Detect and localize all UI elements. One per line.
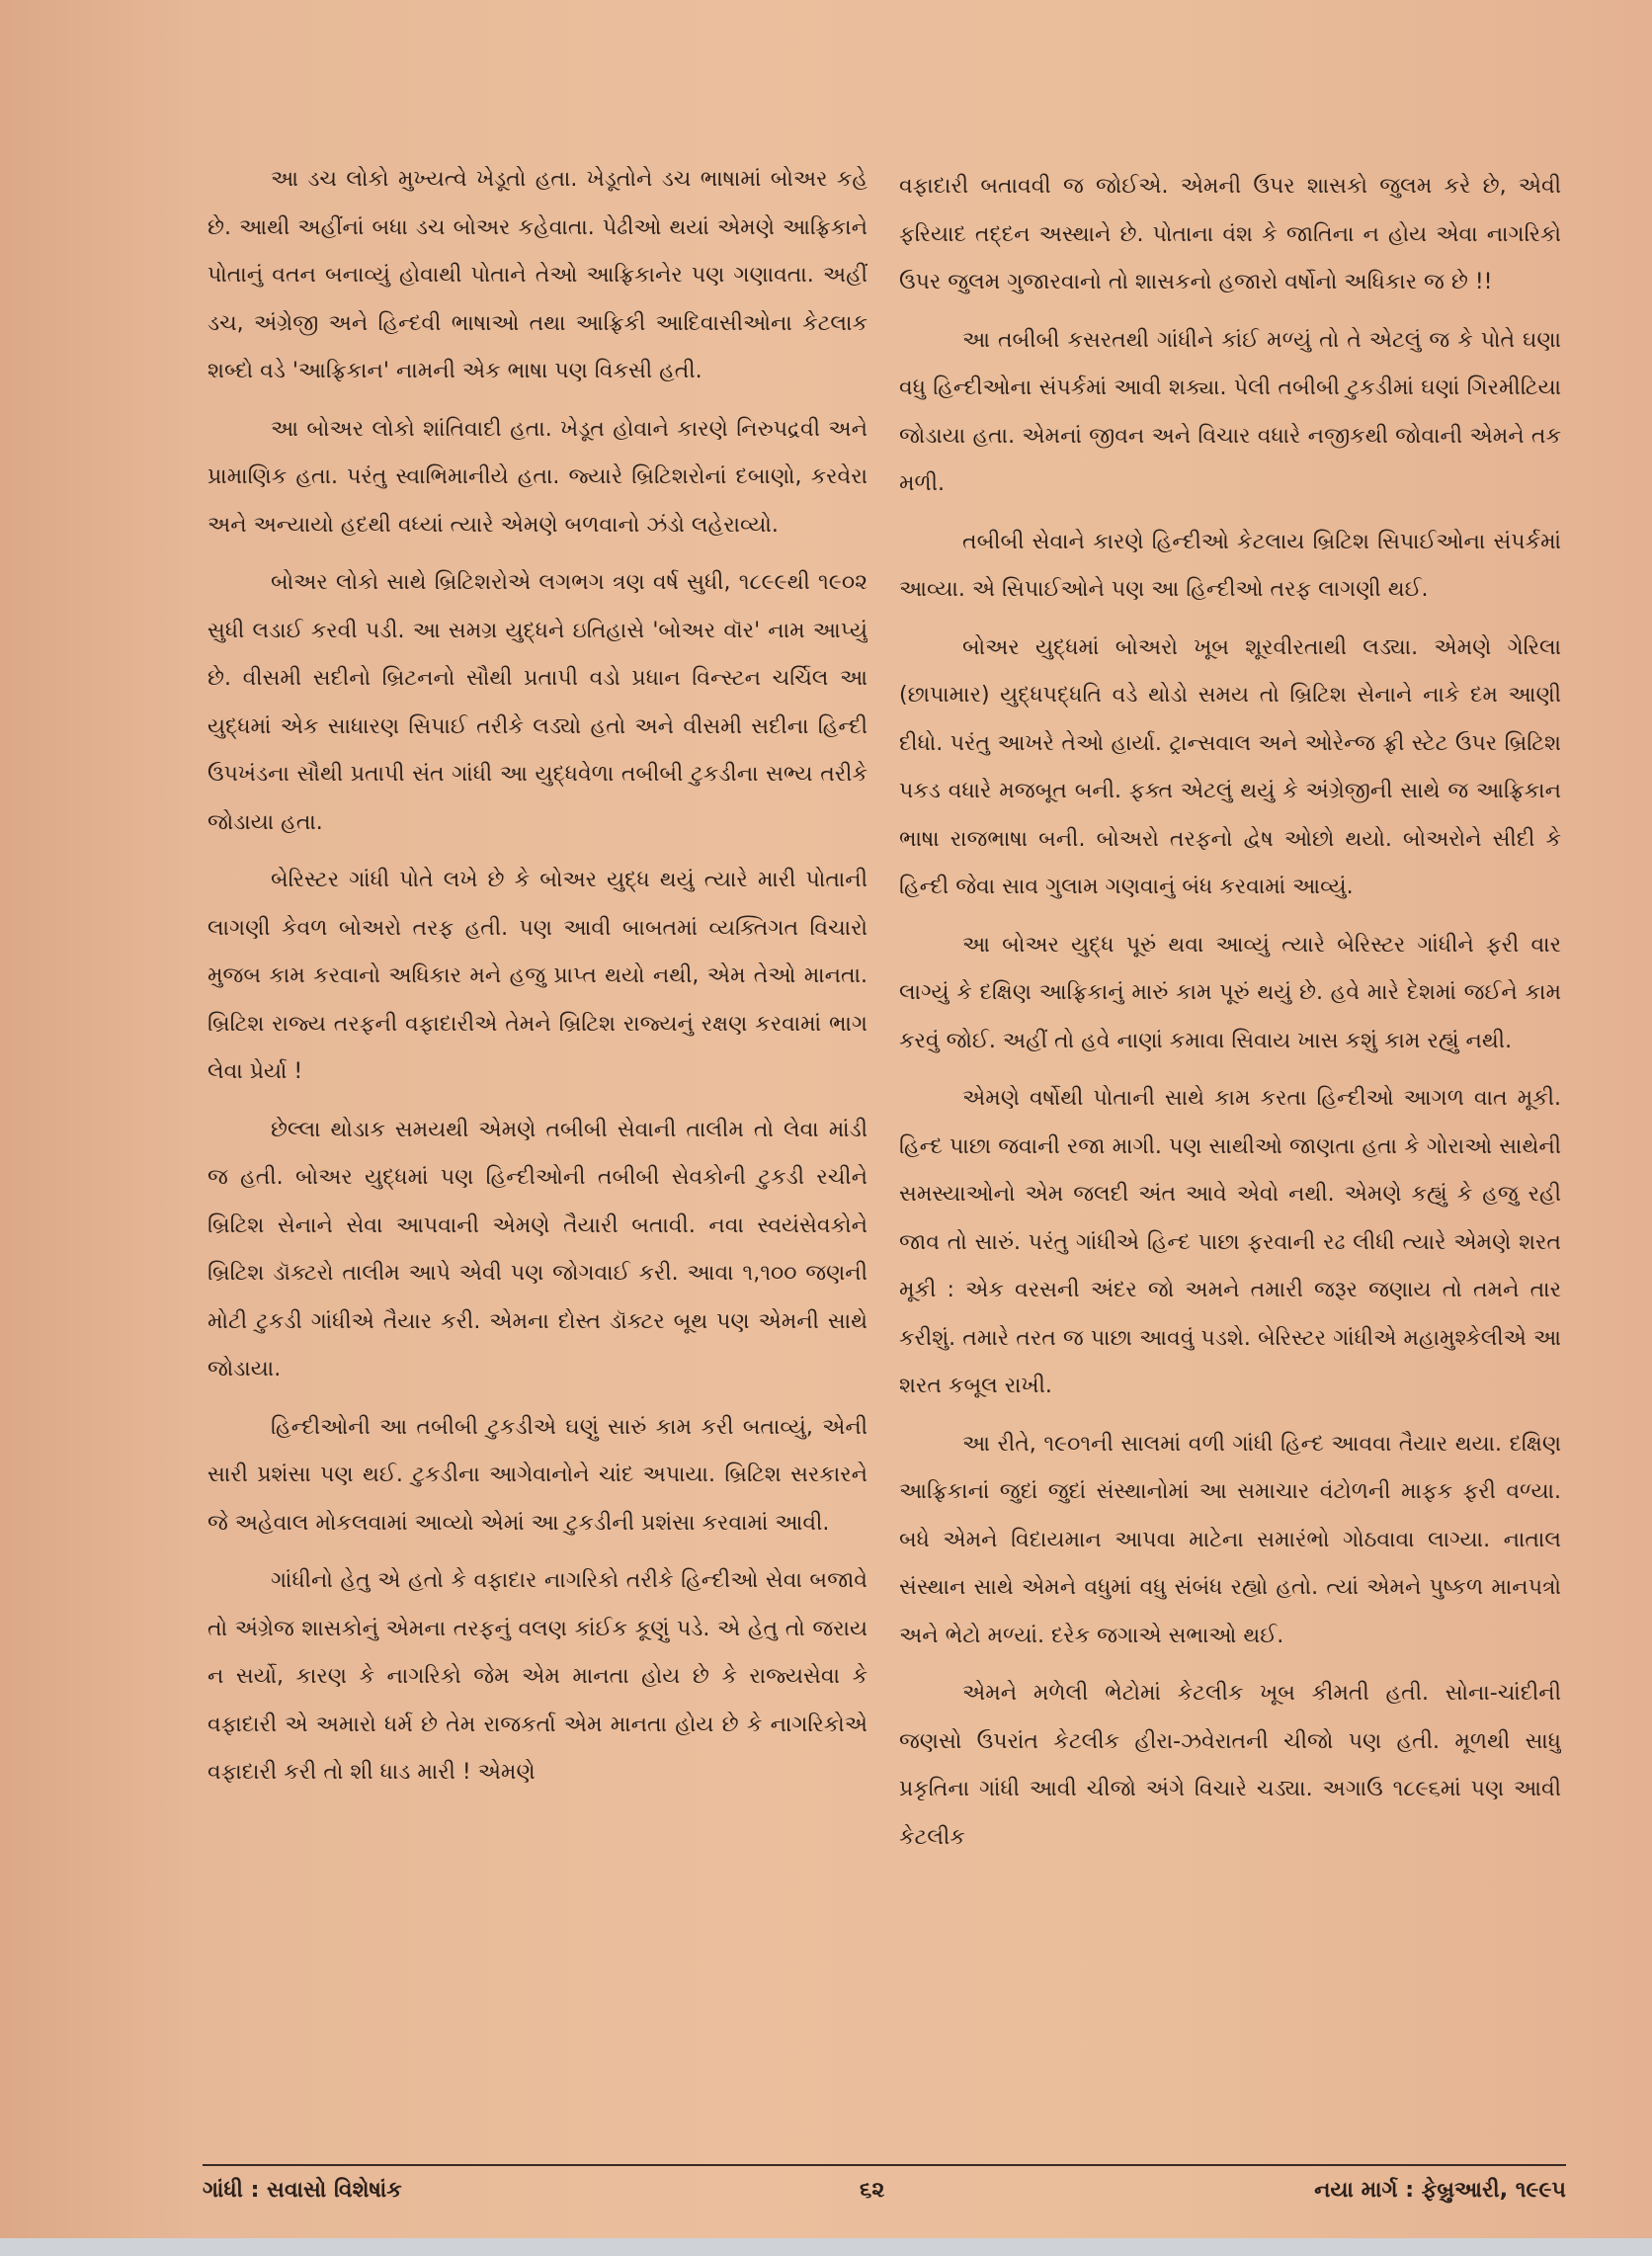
scan-edge xyxy=(0,2238,1652,2256)
paragraph: વફાદારી બતાવવી જ જોઈએ. એમની ઉપર શાસકો જુલમ કરે છે, એવી ફરિયાદ તદ્દન અસ્થાને છે. પોતાના વંશ કે જાતિના ન હોય એવા નાગરિકો ઉપર જુલમ ગુજારવાનો તો શાસકનો હજારો વર્ષોનો અધિકાર જ છે !! xyxy=(899,174,1561,294)
paragraph: ગાંધીનો હેતુ એ હતો કે વફાદાર નાગરિકો તરીકે હિન્દીઓ સેવા બજાવે તો અંગ્રેજ શાસકોનું એમના તરફનું વલણ કાંઈક કૂણું પડે. એ હેતુ તો જરાય ન સર્યો, કારણ કે નાગરિકો જેમ એમ માનતા હોય છે કે રાજ્યસેવા કે વફાદારી એ અમારો ધર્મ છે તેમ રાજકર્તા એમ માનતા હોય છે કે નાગરિકોએ વફાદારી કરી તો શી ધાડ મારી ! એમણે xyxy=(207,1568,867,1785)
left-column xyxy=(207,156,867,2144)
paragraph: આ તબીબી કસરતથી ગાંધીને કાંઈ મળ્યું તો તે એટલું જ કે પોતે ઘણા વધુ હિન્દીઓના સંપર્કમાં આવી શક્યા. પેલી તબીબી ટુકડીમાં ઘણાં ગિરમીટિયા જોડાયા હતા. એમનાં જીવન અને વિચાર વધારે નજીકથી જોવાની એમને તક મળી. xyxy=(899,327,1561,496)
paragraph: છેલ્લા થોડાક સમયથી એમણે તબીબી સેવાની તાલીમ તો લેવા માંડી જ હતી. બોઅર યુદ્ધમાં પણ હિન્દીઓની તબીબી સેવકોની ટુકડી રચીને બ્રિટિશ સેનાને સેવા આપવાની એમણે તૈયારી બતાવી. નવા સ્વયંસેવકોને બ્રિટિશ ડૉક્ટરો તાલીમ આપે એવી પણ જોગવાઈ કરી. આવા ૧,૧૦૦ જણની મોટી ટુકડી ગાંધીએ તૈયાર કરી. એમના દોસ્ત ડૉક્ટર બૂથ પણ એમની સાથે જોડાયા. xyxy=(207,1117,867,1381)
paragraph: બોઅર યુદ્ધમાં બોઅરો ખૂબ શૂરવીરતાથી લડ્યા. એમણે ગેરિલા (છાપામાર) યુદ્ધપદ્ધતિ વડે થોડો સમય તો બ્રિટિશ સેનાને નાકે દમ આણી દીધો. પરંતુ આખરે તેઓ હાર્યા. ટ્રાન્સવાલ અને ઓરેન્જ ફ્રી સ્ટેટ ઉપર બ્રિટિશ પકડ વધારે મજબૂત બની. ફક્ત એટલું થયું કે અંગ્રેજીની સાથે જ આફ્રિકાન ભાષા રાજભાષા બની. બોઅરો તરફનો દ્વેષ ઓછો થયો. બોઅરોને સીદી કે હિન્દી જેવા સાવ ગુલામ ગણવાનું બંધ કરવામાં આવ્યું. xyxy=(899,634,1561,899)
paragraph: આ ડચ લોકો મુખ્યત્વે ખેડૂતો હતા. ખેડૂતોને ડચ ભાષામાં બોઅર કહે છે. આથી અહીંનાં બધા ડચ બોઅર કહેવાતા. પેઢીઓ થયાં એમણે આફ્રિકાને પોતાનું વતન બનાવ્યું હોવાથી પોતાને તેઓ આફ્રિકાનેર પણ ગણાવતા. અહીં ડચ, અંગ્રેજી અને હિન્દવી ભાષાઓ તથા આફ્રિકી આદિવાસીઓના કેટલાક શબ્દો વડે 'આફ્રિકાન' નામની એક ભાષા પણ વિકસી હતી. xyxy=(207,167,867,383)
paragraph: હિન્દીઓની આ તબીબી ટુકડીએ ઘણું સારું કામ કરી બતાવ્યું, એની સારી પ્રશંસા પણ થઈ. ટુકડીના આગેવાનોને ચાંદ અપાયા. બ્રિટિશ સરકારને જે અહેવાલ મોકલવામાં આવ્યો એમાં આ ટુકડીની પ્રશંસા કરવામાં આવી. xyxy=(207,1414,867,1536)
right-column xyxy=(899,163,1561,2151)
paragraph: બોઅર લોકો સાથે બ્રિટિશરોએ લગભગ ત્રણ વર્ષ સુધી, ૧૮૯૯થી ૧૯૦૨ સુધી લડાઈ કરવી પડી. આ સમગ્ર યુદ્ધને ઇતિહાસે 'બોઅર વૉર' નામ આપ્યું છે. વીસમી સદીનો બ્રિટનનો સૌથી પ્રતાપી વડો પ્રધાન વિન્સ્ટન ચર્ચિલ આ યુદ્ધમાં એક સાધારણ સિપાઈ તરીકે લડ્યો હતો અને વીસમી સદીના હિન્દી ઉપખંડના સૌથી પ્રતાપી સંત ગાંધી આ યુદ્ધવેળા તબીબી ટુકડીના સભ્ય તરીકે જોડાયા હતા. xyxy=(207,570,867,835)
paragraph: તબીબી સેવાને કારણે હિન્દીઓ કેટલાય બ્રિટિશ સિપાઈઓના સંપર્કમાં આવ્યા. એ સિપાઈઓને પણ આ હિન્દીઓ તરફ લાગણી થઈ. xyxy=(899,529,1561,602)
paragraph: આ બોઅર લોકો શાંતિવાદી હતા. ખેડૂત હોવાને કારણે નિરુપદ્રવી અને પ્રામાણિક હતા. પરંતુ સ્વાભિમાનીયે હતા. જ્યારે બ્રિટિશરોનાં દબાણો, કરવેરા અને અન્યાયો હદથી વધ્યાં ત્યારે એમણે બળવાનો ઝંડો લહેરાવ્યો. xyxy=(207,416,867,538)
footer-publication-issue: ગાંધી : સવાસો વિશેષાંક xyxy=(203,2178,402,2203)
paragraph: આ બોઅર યુદ્ધ પૂરું થવા આવ્યું ત્યારે બેરિસ્ટર ગાંધીને ફરી વાર લાગ્યું કે દક્ષિણ આફ્રિકાનું મારું કામ પૂરું થયું છે. હવે મારે દેશમાં જઈને કામ કરવું જોઈ. અહીં તો હવે નાણાં કમાવા સિવાય ખાસ કશું કામ રહ્યું નથી. xyxy=(899,932,1561,1053)
page-footer xyxy=(203,2164,1566,2202)
paragraph: એમને મળેલી ભેટોમાં કેટલીક ખૂબ કીમતી હતી. સોના-ચાંદીની જણસો ઉપરાંત કેટલીક હીરા-ઝવેરાતની ચીજો પણ હતી. મૂળથી સાધુ પ્રકૃતિના ગાંધી આવી ચીજો અંગે વિચારે ચડ્યા. અગાઉ ૧૮૯૬માં પણ આવી કેટલીક xyxy=(899,1681,1561,1850)
paragraph: એમણે વર્ષોથી પોતાની સાથે કામ કરતા હિન્દીઓ આગળ વાત મૂકી. હિન્દ પાછા જવાની રજા માગી. પણ સાથીઓ જાણતા હતા કે ગોરાઓ સાથેની સમસ્યાઓનો એમ જલદી અંત આવે એવો નથી. એમણે કહ્યું કે હજુ રહી જાવ તો સારું. પરંતુ ગાંધીએ હિન્દ પાછા ફરવાની રઢ લીધી ત્યારે એમણે શરત મૂકી : એક વરસની અંદર જો અમને તમારી જરૂર જણાય તો તમને તાર કરીશું. તમારે તરત જ પાછા આવવું પડશે. બેરિસ્ટર ગાંધીએ મહામુશ્કેલીએ આ શરત કબૂલ રાખી. xyxy=(899,1086,1561,1398)
footer-magazine-date: નયા માર્ગ : ફેબ્રુઆરી, ૧૯૯૫ xyxy=(1314,2178,1566,2203)
page-number: ૬૨ xyxy=(860,2178,885,2203)
paragraph: આ રીતે, ૧૯૦૧ની સાલમાં વળી ગાંધી હિન્દ આવવા તૈયાર થયા. દક્ષિણ આફ્રિકાનાં જુદાં જુદાં સંસ્થાનોમાં આ સમાચાર વંટોળની માફક ફરી વળ્યા. બધે એમને વિદાયમાન આપવા માટેના સમારંભો ગોઠવાવા લાગ્યા. નાતાલ સંસ્થાન સાથે એમને વધુમાં વધુ સંબંધ રહ્યો હતો. ત્યાં એમને પુષ્કળ માનપત્રો અને ભેટો મળ્યાં. દરેક જગાએ સભાઓ થઈ. xyxy=(899,1431,1561,1648)
paragraph: બેરિસ્ટર ગાંધી પોતે લખે છે કે બોઅર યુદ્ધ થયું ત્યારે મારી પોતાની લાગણી કેવળ બોઅરો તરફ હતી. પણ આવી બાબતમાં વ્યક્તિગત વિચારો મુજબ કામ કરવાનો અધિકાર મને હજુ પ્રાપ્ત થયો નથી, એમ તેઓ માનતા. બ્રિટિશ રાજ્ય તરફની વફાદારીએ તેમને બ્રિટિશ રાજ્યનું રક્ષણ કરવામાં ભાગ લેવા પ્રેર્યા ! xyxy=(207,868,867,1084)
